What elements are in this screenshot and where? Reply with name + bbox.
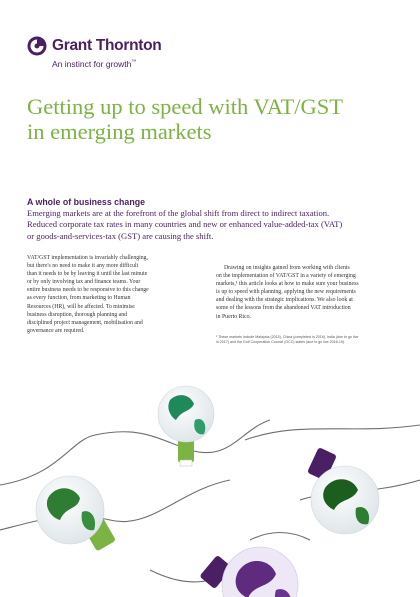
globe-bulb bbox=[158, 386, 214, 466]
intro-paragraph bbox=[27, 208, 397, 242]
grant-thornton-logo bbox=[27, 36, 227, 76]
title-line: in emerging markets bbox=[27, 119, 212, 144]
globe-bulb bbox=[36, 476, 116, 551]
globe-lightbulbs-icon bbox=[0, 380, 420, 597]
body-line: markets,¹ this article looks at how to make sure your business bbox=[216, 281, 359, 288]
intro-line: Reduced corporate tax rates in many countries and new or enhanced value-added-tax (VAT) bbox=[27, 219, 343, 230]
body-line: but there's no need to make it any more difficult bbox=[27, 263, 139, 270]
section-heading: A whole of business change bbox=[27, 197, 145, 207]
body-line: Resources (HR), will be affected. To minimise bbox=[27, 303, 135, 310]
body-line: than it needs to be by leaving it until the last minute bbox=[27, 271, 148, 278]
body-line: on the implementation of VAT/GST in a variety of emerging bbox=[216, 273, 356, 280]
globe-bulb bbox=[307, 447, 379, 534]
body-line: disciplined project management, mobilisation and bbox=[27, 319, 143, 326]
intro-line: or goods-and-services-tax (GST) are causing the shift. bbox=[27, 230, 214, 241]
footnote-line: in 2017) and the Gulf Cooperation Council (GCC) states (due to go live 2018-19). bbox=[216, 340, 346, 344]
footnote-line: ¹ These markets include Malaysia (2015), China (completed in 2016), India (due to go live bbox=[216, 335, 359, 339]
logo-tagline: An instinct for growth™ bbox=[52, 59, 137, 69]
body-line: governance are required. bbox=[27, 327, 85, 334]
body-line: and dealing with the strategic implications. We also look at bbox=[216, 297, 353, 304]
logo-wordmark: Grant Thornton bbox=[52, 37, 162, 54]
body-line: business disruption, thorough planning and bbox=[27, 311, 127, 318]
body-line: Drawing on insights gained from working with clients bbox=[224, 265, 350, 271]
body-line: some of the lessons from the abandoned VAT introduction bbox=[216, 305, 351, 312]
body-column-left bbox=[27, 254, 202, 335]
page-title bbox=[27, 94, 397, 144]
body-line: is up to speed with planning, applying the new requirements bbox=[216, 289, 356, 296]
body-column-right bbox=[216, 264, 396, 321]
body-line: in Puerto Rico. bbox=[216, 313, 251, 320]
body-line: or by only involving tax and finance teams. Your bbox=[27, 279, 141, 286]
globe-bulb bbox=[199, 547, 298, 597]
footnote bbox=[216, 335, 396, 345]
title-line: Getting up to speed with VAT/GST bbox=[27, 94, 344, 119]
logo-swirl-icon bbox=[27, 36, 47, 56]
body-line: as every function, from marketing to Human bbox=[27, 295, 131, 302]
body-line: entire business needs to be responsive to this change bbox=[27, 287, 149, 294]
intro-line: Emerging markets are at the forefront of the global shift from direct to indirect taxation. bbox=[27, 208, 330, 218]
body-line: VAT/GST implementation is invariably challenging, bbox=[27, 255, 149, 261]
